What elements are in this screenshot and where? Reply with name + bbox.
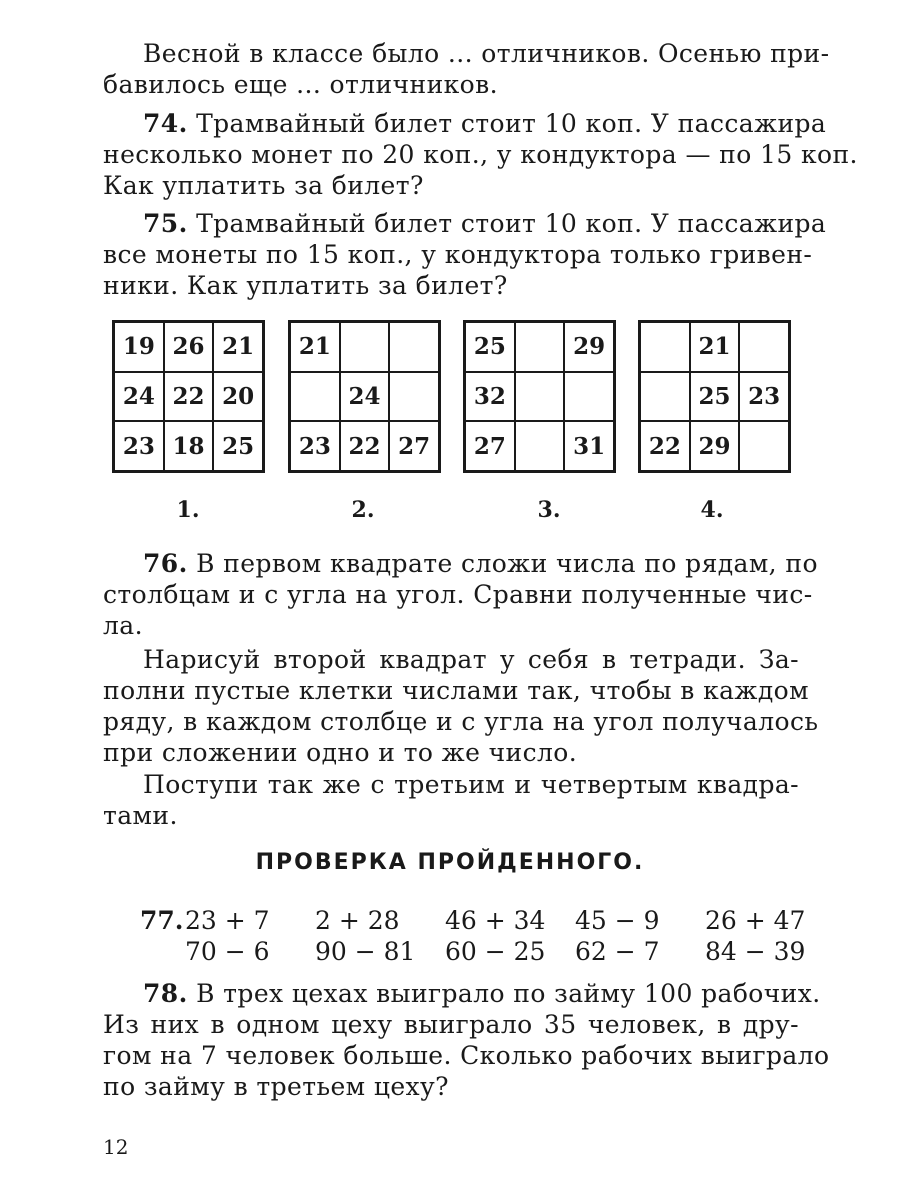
problem-76-line-3: ла. (103, 611, 143, 640)
square-1-label: 1. (176, 497, 200, 523)
page-number: 12 (103, 1135, 129, 1159)
problem-74-line-3: Как уплатить за билет? (103, 171, 424, 200)
problem-76-paragraph-2 (103, 644, 819, 768)
problem-76 (103, 548, 818, 641)
problem-75-line-3: ники. Как уплатить за билет? (103, 271, 508, 300)
intro-paragraph (103, 38, 830, 100)
problem-77-spacer (140, 936, 185, 967)
problem-74-text-1: Трамвайный билет стоит 10 коп. У пассажира (196, 109, 827, 138)
square-2-cell: 22 (340, 421, 390, 471)
square-3-cell (515, 372, 565, 422)
problem-78 (103, 978, 830, 1102)
magic-square-3 (463, 320, 616, 473)
problem-75 (103, 208, 827, 301)
square-3-label: 3. (537, 497, 561, 523)
square-2-cell (340, 322, 390, 372)
problem-77-number: 77. (140, 906, 184, 935)
square-3-cell: 25 (465, 322, 515, 372)
square-3-cell: 27 (465, 421, 515, 471)
square-2-cell (389, 372, 439, 422)
problem-74-line-2: несколько монет по 20 коп., у кондуктора — по 15 коп. (103, 140, 858, 169)
intro-line-2: бавилось еще ... отличников. (103, 70, 498, 99)
problem-77-expression: 46 + 34 (445, 906, 546, 935)
square-4-label: 4. (700, 497, 724, 523)
square-4-cell: 21 (690, 322, 740, 372)
square-1-cell: 18 (164, 421, 214, 471)
square-4-cell (640, 372, 690, 422)
square-2-cell: 24 (340, 372, 390, 422)
problem-77-expression: 62 − 7 (575, 937, 660, 966)
problem-77-expression: 26 + 47 (705, 906, 806, 935)
problem-75-text-1: Трамвайный билет стоит 10 коп. У пассажира (196, 209, 827, 238)
problem-75-number: 75. (143, 209, 188, 238)
square-4-cell: 29 (690, 421, 740, 471)
square-1-cell: 23 (114, 421, 164, 471)
problem-74-number: 74. (143, 109, 188, 138)
square-2-label: 2. (351, 497, 375, 523)
magic-square-4 (638, 320, 791, 473)
square-4-cell (739, 421, 789, 471)
square-2-cell: 21 (290, 322, 340, 372)
problem-74-line-1 (103, 108, 827, 139)
problem-76-text-1: В первом квадрате сложи числа по рядам, по (196, 549, 818, 578)
square-1-cell: 22 (164, 372, 214, 422)
problem-76-line-2: столбцам и с угла на угол. Сравни полученные чис- (103, 580, 813, 609)
square-3-cell: 29 (564, 322, 614, 372)
problem-78-text-1: В трех цехах выиграло по займу 100 рабочих. (196, 979, 821, 1008)
square-4-cell: 22 (640, 421, 690, 471)
square-1-cell: 26 (164, 322, 214, 372)
problem-75-line-2: все монеты по 15 коп., у кондуктора только гривен- (103, 240, 813, 269)
problem-76-paragraph-3 (103, 769, 799, 831)
problem-76-number: 76. (143, 549, 188, 578)
square-3-cell (564, 372, 614, 422)
problem-78-line-3: гом на 7 человек больше. Сколько рабочих выиграло (103, 1041, 830, 1070)
problem-77-expression: 23 + 7 (185, 906, 270, 935)
square-2-cell (290, 372, 340, 422)
square-4-cell: 25 (690, 372, 740, 422)
p76-p3-line-2: тами. (103, 801, 178, 830)
square-4-cell (640, 322, 690, 372)
problem-77-expression: 45 − 9 (575, 906, 660, 935)
problem-76-line-1 (103, 548, 818, 579)
p76-p3-line-1: Поступи так же с третьим и четвертым квадра- (143, 770, 799, 799)
problem-77-expression: 2 + 28 (315, 906, 400, 935)
problem-74 (103, 108, 858, 201)
p76-p2-line-1: Нарисуй второй квадрат у себя в тетради. За- (143, 645, 799, 674)
square-3-cell (515, 322, 565, 372)
problem-78-number: 78. (143, 979, 188, 1008)
p76-p2-line-2: полни пустые клетки числами так, чтобы в каждом (103, 676, 809, 705)
square-4-cell (739, 322, 789, 372)
square-1-cell: 24 (114, 372, 164, 422)
square-1-cell: 21 (213, 322, 263, 372)
square-2-cell: 23 (290, 421, 340, 471)
problem-75-line-1 (103, 208, 827, 239)
problem-77 (140, 905, 835, 967)
problem-78-line-4: по займу в третьем цеху? (103, 1072, 449, 1101)
problem-77-expression: 70 − 6 (185, 937, 270, 966)
square-3-cell (515, 421, 565, 471)
problem-77-expression: 60 − 25 (445, 937, 546, 966)
square-2-cell: 27 (389, 421, 439, 471)
p76-p2-line-4: при сложении одно и то же число. (103, 738, 578, 767)
square-2-cell (389, 322, 439, 372)
p76-p2-line-3: ряду, в каждом столбце и с угла на угол получалось (103, 707, 819, 736)
magic-square-2 (288, 320, 441, 473)
square-1-cell: 20 (213, 372, 263, 422)
square-3-cell: 32 (465, 372, 515, 422)
problem-78-line-2: Из них в одном цеху выиграло 35 человек, в дру- (103, 1010, 799, 1039)
intro-line-1: Весной в классе было ... отличников. Осенью при- (143, 39, 830, 68)
problem-77-row-2 (140, 936, 835, 967)
square-1-cell: 19 (114, 322, 164, 372)
magic-square-1 (112, 320, 265, 473)
square-1-cell: 25 (213, 421, 263, 471)
square-4-cell: 23 (739, 372, 789, 422)
square-3-cell: 31 (564, 421, 614, 471)
problem-77-expression: 84 − 39 (705, 937, 806, 966)
problem-77-row-1 (140, 905, 835, 936)
section-heading: ПРОВЕРКА ПРОЙДЕННОГО. (255, 850, 645, 875)
problem-78-line-1 (103, 978, 821, 1009)
problem-77-expression: 90 − 81 (315, 937, 416, 966)
